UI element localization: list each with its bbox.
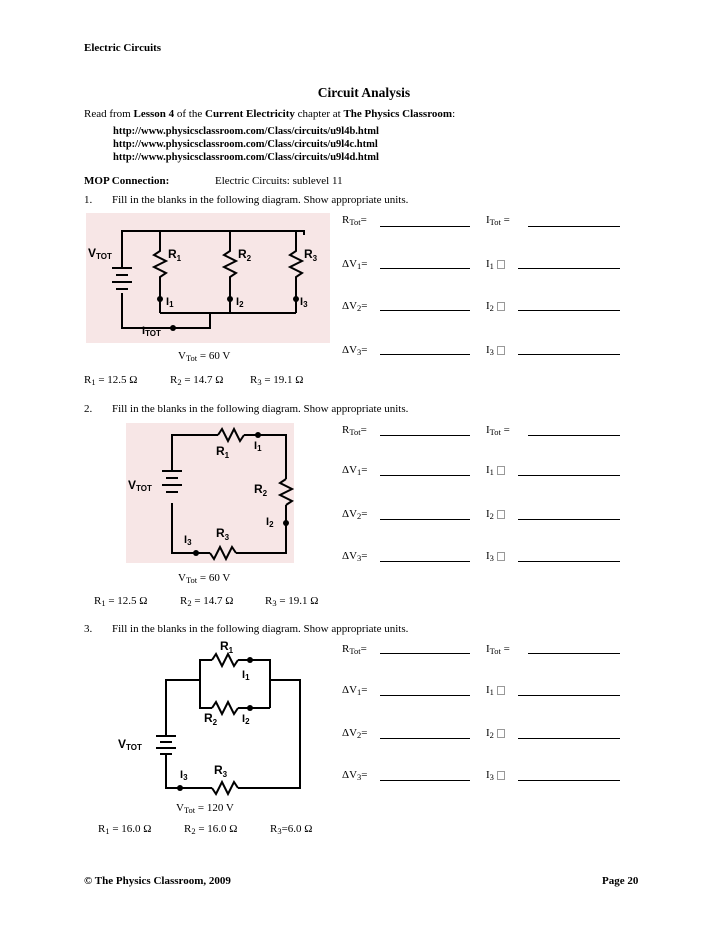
junction-dot — [247, 657, 253, 663]
label-i2: I2 — [266, 516, 274, 529]
dv2-blank[interactable] — [380, 738, 470, 739]
itot-label: ITot = — [486, 424, 510, 437]
label-r2: $R_2$ — [204, 711, 218, 727]
junction-dot — [247, 705, 253, 711]
label-r1: $R_1$ — [216, 444, 230, 460]
url-link-2[interactable]: http://www.physicsclassroom.com/Class/circuits/u9l4c.html — [113, 139, 378, 150]
i3-label: I3 — [486, 769, 505, 781]
dv3-label: ΔV3= — [342, 550, 368, 563]
i2-blank[interactable] — [518, 519, 620, 520]
i1-blank[interactable] — [518, 268, 620, 269]
footer-page-number: Page 20 — [602, 875, 639, 887]
i3-blank[interactable] — [518, 780, 620, 781]
placeholder-box-icon — [497, 466, 505, 475]
question-2 — [84, 403, 484, 417]
question-number: 2. — [84, 403, 93, 415]
running-header: Electric Circuits — [84, 42, 162, 54]
question-number: 3. — [84, 623, 93, 635]
rtot-label: RTot= — [342, 424, 367, 437]
label-i3: I3 — [180, 769, 188, 782]
r2-value-2: R2 = 14.7 Ω — [180, 595, 234, 608]
rtot-label: RTot= — [342, 643, 367, 656]
i2-blank[interactable] — [518, 310, 620, 311]
label-r3: $R_3$ — [216, 526, 230, 542]
intro-site: The Physics Classroom — [343, 108, 453, 120]
placeholder-box-icon — [497, 346, 505, 355]
i2-label: I2 — [486, 300, 505, 312]
circuit-diagram-1 — [86, 213, 330, 343]
placeholder-box-icon — [497, 302, 505, 311]
question-1 — [84, 194, 484, 208]
dv1-label: ΔV1= — [342, 464, 368, 477]
junction-dot — [193, 550, 199, 556]
junction-dot — [255, 432, 261, 438]
mop-value: Electric Circuits: sublevel 11 — [215, 175, 343, 187]
label-r1: $R_1$ — [168, 247, 182, 263]
intro-mid: of the — [174, 108, 205, 120]
intro-mid2: chapter at — [294, 108, 344, 120]
dv1-blank[interactable] — [380, 268, 470, 269]
junction-dot — [293, 296, 299, 302]
dv3-label: ΔV3= — [342, 344, 368, 357]
dv1-label: ΔV1= — [342, 684, 368, 697]
dv2-label: ΔV2= — [342, 508, 368, 521]
dv3-blank[interactable] — [380, 561, 470, 562]
i1-label: I1 — [486, 258, 505, 270]
itot-label: ITot = — [486, 214, 510, 227]
label-i1: I1 — [242, 669, 250, 682]
dv1-blank[interactable] — [380, 695, 470, 696]
placeholder-box-icon — [497, 771, 505, 780]
label-vtot: VTOT — [128, 478, 152, 493]
i1-blank[interactable] — [518, 475, 620, 476]
rtot-label: RTot= — [342, 214, 367, 227]
label-r3: $R_3$ — [214, 763, 228, 779]
r1-value-3: R1 = 16.0 Ω — [98, 823, 152, 836]
junction-dot — [283, 520, 289, 526]
diagram-background — [126, 423, 294, 563]
i3-blank[interactable] — [518, 354, 620, 355]
r2-value-1: R2 = 14.7 Ω — [170, 374, 224, 387]
dv2-blank[interactable] — [380, 310, 470, 311]
i1-label: I1 — [486, 684, 505, 696]
rtot-blank[interactable] — [380, 653, 470, 654]
i2-blank[interactable] — [518, 738, 620, 739]
circuit-diagram-2 — [126, 423, 294, 563]
r3-value-3: R3=6.0 Ω — [270, 823, 313, 836]
url-link-3[interactable]: http://www.physicsclassroom.com/Class/circuits/u9l4d.html — [113, 152, 379, 163]
label-i2: I2 — [242, 713, 250, 726]
placeholder-box-icon — [497, 510, 505, 519]
itot-label: ITot = — [486, 643, 510, 656]
junction-dot — [170, 325, 176, 331]
itot-blank[interactable] — [528, 226, 620, 227]
label-r1: $R_1$ — [220, 639, 234, 655]
question-text: Fill in the blanks in the following diagram. Show appropriate units. — [112, 194, 409, 206]
i3-label: I3 — [486, 550, 505, 562]
label-r3: $R_3$ — [304, 247, 318, 263]
intro-suffix: : — [452, 108, 456, 120]
label-i1: I1 — [166, 296, 174, 309]
dv1-label: ΔV1= — [342, 258, 368, 271]
i1-blank[interactable] — [518, 695, 620, 696]
dv2-label: ΔV2= — [342, 300, 368, 313]
itot-blank[interactable] — [528, 435, 620, 436]
question-text: Fill in the blanks in the following diagram. Show appropriate units. — [112, 623, 409, 635]
reading-instruction — [84, 108, 455, 120]
dv2-blank[interactable] — [380, 519, 470, 520]
dv3-blank[interactable] — [380, 354, 470, 355]
dv3-blank[interactable] — [380, 780, 470, 781]
label-i1: I1 — [254, 440, 262, 453]
i3-blank[interactable] — [518, 561, 620, 562]
vtot-value-2: VTot = 60 V — [178, 572, 231, 585]
r3-value-1: R3 = 19.1 Ω — [250, 374, 304, 387]
intro-chapter: Current Electricity — [205, 108, 295, 120]
label-itot: ITOT — [142, 325, 161, 338]
intro-lesson: Lesson 4 — [133, 108, 175, 120]
page-title: Circuit Analysis — [317, 85, 411, 100]
placeholder-box-icon — [497, 686, 505, 695]
intro-prefix: Read from — [84, 108, 134, 120]
i3-label: I3 — [486, 344, 505, 356]
i2-label: I2 — [486, 727, 505, 739]
question-number: 1. — [84, 194, 93, 206]
vtot-value-1: VTot = 60 V — [178, 350, 231, 363]
r1-value-1: R1 = 12.5 Ω — [84, 374, 138, 387]
dv1-blank[interactable] — [380, 475, 470, 476]
mop-label: MOP Connection: — [84, 175, 170, 187]
placeholder-box-icon — [497, 729, 505, 738]
itot-blank[interactable] — [528, 653, 620, 654]
question-3 — [84, 623, 484, 637]
r3-value-2: R3 = 19.1 Ω — [265, 595, 319, 608]
question-text: Fill in the blanks in the following diagram. Show appropriate units. — [112, 403, 409, 415]
vtot-value-3: VTot = 120 V — [176, 802, 234, 815]
dv3-label: ΔV3= — [342, 769, 368, 782]
label-vtot: VTOT — [118, 737, 142, 752]
footer-copyright: © The Physics Classroom, 2009 — [84, 875, 231, 887]
junction-dot — [157, 296, 163, 302]
rtot-blank[interactable] — [380, 435, 470, 436]
i1-label: I1 — [486, 464, 505, 476]
url-link-1[interactable]: http://www.physicsclassroom.com/Class/circuits/u9l4b.html — [113, 126, 379, 137]
i2-label: I2 — [486, 508, 505, 520]
label-vtot: VTOT — [88, 246, 112, 261]
junction-dot — [227, 296, 233, 302]
dv2-label: ΔV2= — [342, 727, 368, 740]
label-i3: I3 — [300, 296, 308, 309]
label-i3: I3 — [184, 534, 192, 547]
label-r2: $R_2$ — [254, 482, 268, 498]
r1-value-2: R1 = 12.5 Ω — [94, 595, 148, 608]
placeholder-box-icon — [497, 552, 505, 561]
placeholder-box-icon — [497, 260, 505, 269]
rtot-blank[interactable] — [380, 226, 470, 227]
label-r2: $R_2$ — [238, 247, 252, 263]
junction-dot — [177, 785, 183, 791]
label-i2: I2 — [236, 296, 244, 309]
circuit-diagram-3 — [112, 638, 308, 808]
r2-value-3: R2 = 16.0 Ω — [184, 823, 238, 836]
